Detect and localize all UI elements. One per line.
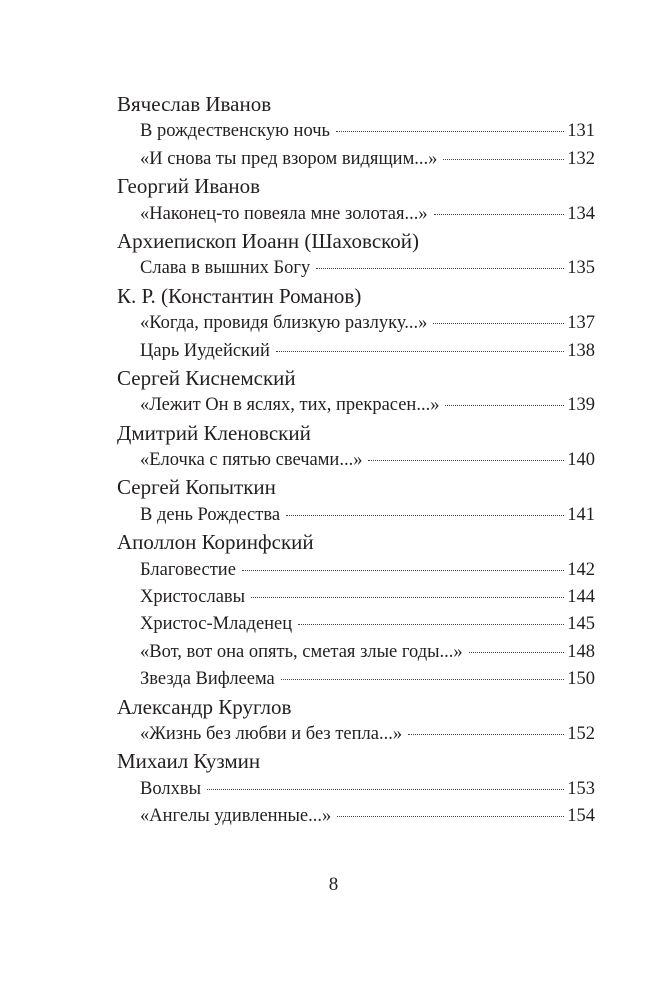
toc-entry xyxy=(117,584,595,611)
entry-page-number: 138 xyxy=(567,340,595,361)
entry-title: «Лежит Он в яслях, тих, прекрасен...» xyxy=(140,395,440,416)
entry-page-number: 139 xyxy=(567,395,595,416)
toc-author: Георгий Иванов xyxy=(117,174,260,199)
dot-leader xyxy=(368,459,564,461)
page-number: 8 xyxy=(328,874,339,895)
entry-title: «Ангелы удивленные...» xyxy=(140,806,332,827)
entry-title: Благовестие xyxy=(140,559,236,580)
toc-entry xyxy=(117,338,595,365)
entry-title: Слава в вышних Богу xyxy=(140,258,311,279)
entry-page-number: 135 xyxy=(567,258,595,279)
toc-author: К. Р. (Константин Романов) xyxy=(117,283,362,308)
dot-leader xyxy=(298,623,564,625)
dot-leader xyxy=(469,651,565,653)
toc-entry xyxy=(117,255,595,282)
dot-leader xyxy=(316,267,564,269)
dot-leader xyxy=(337,815,564,817)
dot-leader xyxy=(276,350,564,352)
dot-leader xyxy=(251,596,564,598)
toc-author: Михаил Кузмин xyxy=(117,749,261,774)
entry-page-number: 144 xyxy=(567,587,595,608)
toc-entry xyxy=(117,721,595,748)
entry-page-number: 152 xyxy=(567,723,595,744)
toc-author: Александр Круглов xyxy=(117,694,292,719)
toc-entry xyxy=(117,803,595,830)
toc-entry xyxy=(117,447,595,474)
entry-title: Царь Иудейский xyxy=(140,340,270,361)
toc-entry xyxy=(117,639,595,666)
entry-title: В рождественскую ночь xyxy=(140,121,330,142)
toc-entry xyxy=(117,557,595,584)
toc-entry xyxy=(117,611,595,638)
entry-title: Волхвы xyxy=(140,778,201,799)
toc-author: Вячеслав Иванов xyxy=(117,92,272,116)
entry-title: Христославы xyxy=(140,587,246,608)
entry-title: «И снова ты пред взором видящим...» xyxy=(140,148,438,169)
entry-page-number: 134 xyxy=(567,203,595,224)
entry-page-number: 142 xyxy=(567,559,595,580)
dot-leader xyxy=(336,130,564,132)
toc-author: Дмитрий Кленовский xyxy=(117,420,311,445)
entry-page-number: 148 xyxy=(567,641,595,662)
dot-leader xyxy=(408,733,564,735)
entry-page-number: 140 xyxy=(567,450,595,471)
entry-page-number: 153 xyxy=(567,778,595,799)
entry-page-number: 141 xyxy=(567,504,595,525)
dot-leader xyxy=(434,213,565,215)
dot-leader xyxy=(445,404,564,406)
entry-title: «Жизнь без любви и без тепла...» xyxy=(140,723,403,744)
dot-leader xyxy=(242,569,564,571)
entry-page-number: 132 xyxy=(567,148,595,169)
dot-leader xyxy=(433,322,564,324)
dot-leader xyxy=(443,158,564,160)
toc-entry xyxy=(117,776,595,803)
toc-entry xyxy=(117,502,595,529)
dot-leader xyxy=(286,514,564,516)
entry-title: «Наконец-то повеяла мне золотая...» xyxy=(140,203,428,224)
table-of-contents xyxy=(117,91,595,831)
toc-entry xyxy=(117,666,595,693)
entry-page-number: 150 xyxy=(567,669,595,690)
toc-entry xyxy=(117,201,595,228)
toc-author: Сергей Киснемский xyxy=(117,365,296,390)
entry-page-number: 131 xyxy=(567,121,595,142)
dot-leader xyxy=(281,678,564,680)
toc-entry xyxy=(117,310,595,337)
toc-entry xyxy=(117,118,595,145)
entry-title: «Вот, вот она опять, сметая злые годы...» xyxy=(140,641,463,662)
entry-title: В день Рождества xyxy=(140,504,281,525)
entry-title: «Елочка с пятью свечами...» xyxy=(140,450,363,471)
toc-entry xyxy=(117,146,595,173)
toc-author: Сергей Копыткин xyxy=(117,475,276,500)
toc-entry xyxy=(117,392,595,419)
entry-page-number: 145 xyxy=(567,614,595,635)
toc-author: Архиепископ Иоанн (Шаховской) xyxy=(117,228,420,253)
entry-page-number: 137 xyxy=(567,313,595,334)
dot-leader xyxy=(207,788,564,790)
entry-title: Звезда Вифлеема xyxy=(140,669,275,690)
entry-title: «Когда, провидя близкую разлуку...» xyxy=(140,313,428,334)
entry-title: Христос-Младенец xyxy=(140,614,293,635)
toc-author: Аполлон Коринфский xyxy=(117,530,314,555)
entry-page-number: 154 xyxy=(567,806,595,827)
